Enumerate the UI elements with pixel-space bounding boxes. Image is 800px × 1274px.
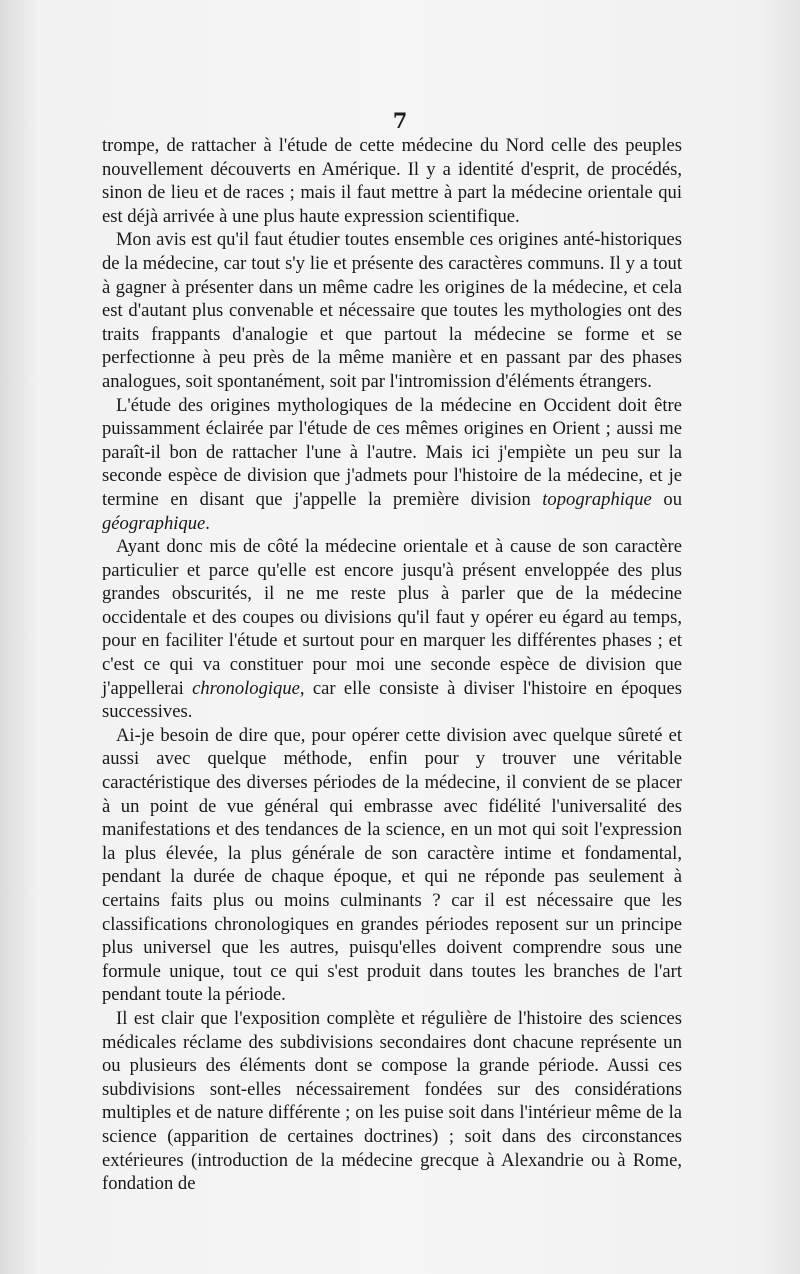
paragraph-text: Ai-je besoin de dire que, pour opérer cette division avec quelque sûreté et aussi avec quelque méthode, enfin pour y trouver une véritable caractéristique des diverses périodes de la médecine, il convient de se placer à un point de vue général qui embrasse avec fidélité l'universalité des manifestations et des tendances de la science, en un mot qui soit l'expression la plus élevée, la plus générale de son caractère intime et fondamental, pendant la durée de chaque époque, et qui ne réponde pas seulement à certains faits plus ou moins culminants ? car il est nécessaire que les classifications chronologiques en grandes périodes reposent sur un principe plus universel que les autres, puisqu'elles doivent comprendre sous une formule unique, tout ce qui s'est produit dans toutes les branches de l'art pendant toute la période. [102,724,682,1006]
body-text [102,134,682,1196]
paragraph-2 [102,228,682,393]
paragraph-1 [102,134,682,228]
paragraph-text: ou [651,488,682,510]
italic-term: géographique [102,512,206,534]
paragraph-text: Mon avis est qu'il faut étudier toutes ensemble ces origines anté-historiques de la médecine, car tout s'y lie et présente des caractères communs. Il y a tout à gagner à présenter dans un même cadre les origines de la médecine, et cela est d'autant plus convenable et nécessaire que toutes les mythologies ont des traits frappants d'analogie et que partout la médecine se forme et se perfectionne à peu près de la même manière et en passant par des phases analogues, soit spontanément, soit par l'intromission d'éléments étrangers. [102,229,682,392]
paragraph-text: trompe, de rattacher à l'étude de cette médecine du Nord celle des peuples nouvellement découverts en Amérique. Il y a identité d'esprit, de procédés, sinon de lieu et de races ; mais il faut mettre à part la médecine orientale qui est déjà arrivée à une plus haute expression scientifique. [102,135,682,227]
paragraph-text: , car elle consiste à diviser l'histoire en époques successives. [102,677,682,723]
paragraph-text: L'étude des origines mythologiques de la médecine en Occident doit être puissamment éclairée par l'étude de ces mêmes origines en Orient ; aussi me paraît-il bon de rattacher l'une à l'autre. Mais ici j'empiète un peu sur la seconde espèce de division que j'admets pour l'histoire de la médecine, et je termine en disant que j'appelle la première division [102,394,682,510]
paragraph-3 [102,394,682,536]
italic-term: topographique [542,488,652,510]
paragraph-5 [102,724,682,1007]
paragraph-text: . [205,512,210,534]
paragraph-text: Il est clair que l'exposition complète et régulière de l'histoire des sciences médicales réclame des subdivisions secondaires dont chacune représente un ou plusieurs des éléments dont se compose la grande période. Aussi ces subdivisions sont-elles nécessairement fondées sur des considérations multiples et de nature différente ; on les puise soit dans l'intérieur même de la science (apparition de certaines doctrines) ; soit dans des circonstances extérieures (introduction de la médecine grecque à Alexandrie ou à Rome, fondation de [102,1007,682,1195]
page-number: 7 [392,108,408,133]
paragraph-4 [102,535,682,724]
paragraph-6 [102,1007,682,1196]
italic-term: chronologique [192,677,300,699]
paragraph-text: Ayant donc mis de côté la médecine orientale et à cause de son caractère particulier et parce qu'elle est encore jusqu'à présent enveloppée des plus grandes obscurités, il ne me reste plus à parler que de la médecine occidentale et des coupes ou divisions qu'il faut y opérer eu égard au temps, pour en faciliter l'étude et surtout pour en marquer les différentes phases ; et c'est ce qui va constituer pour moi une seconde espèce de division que j'appellerai [102,536,682,699]
